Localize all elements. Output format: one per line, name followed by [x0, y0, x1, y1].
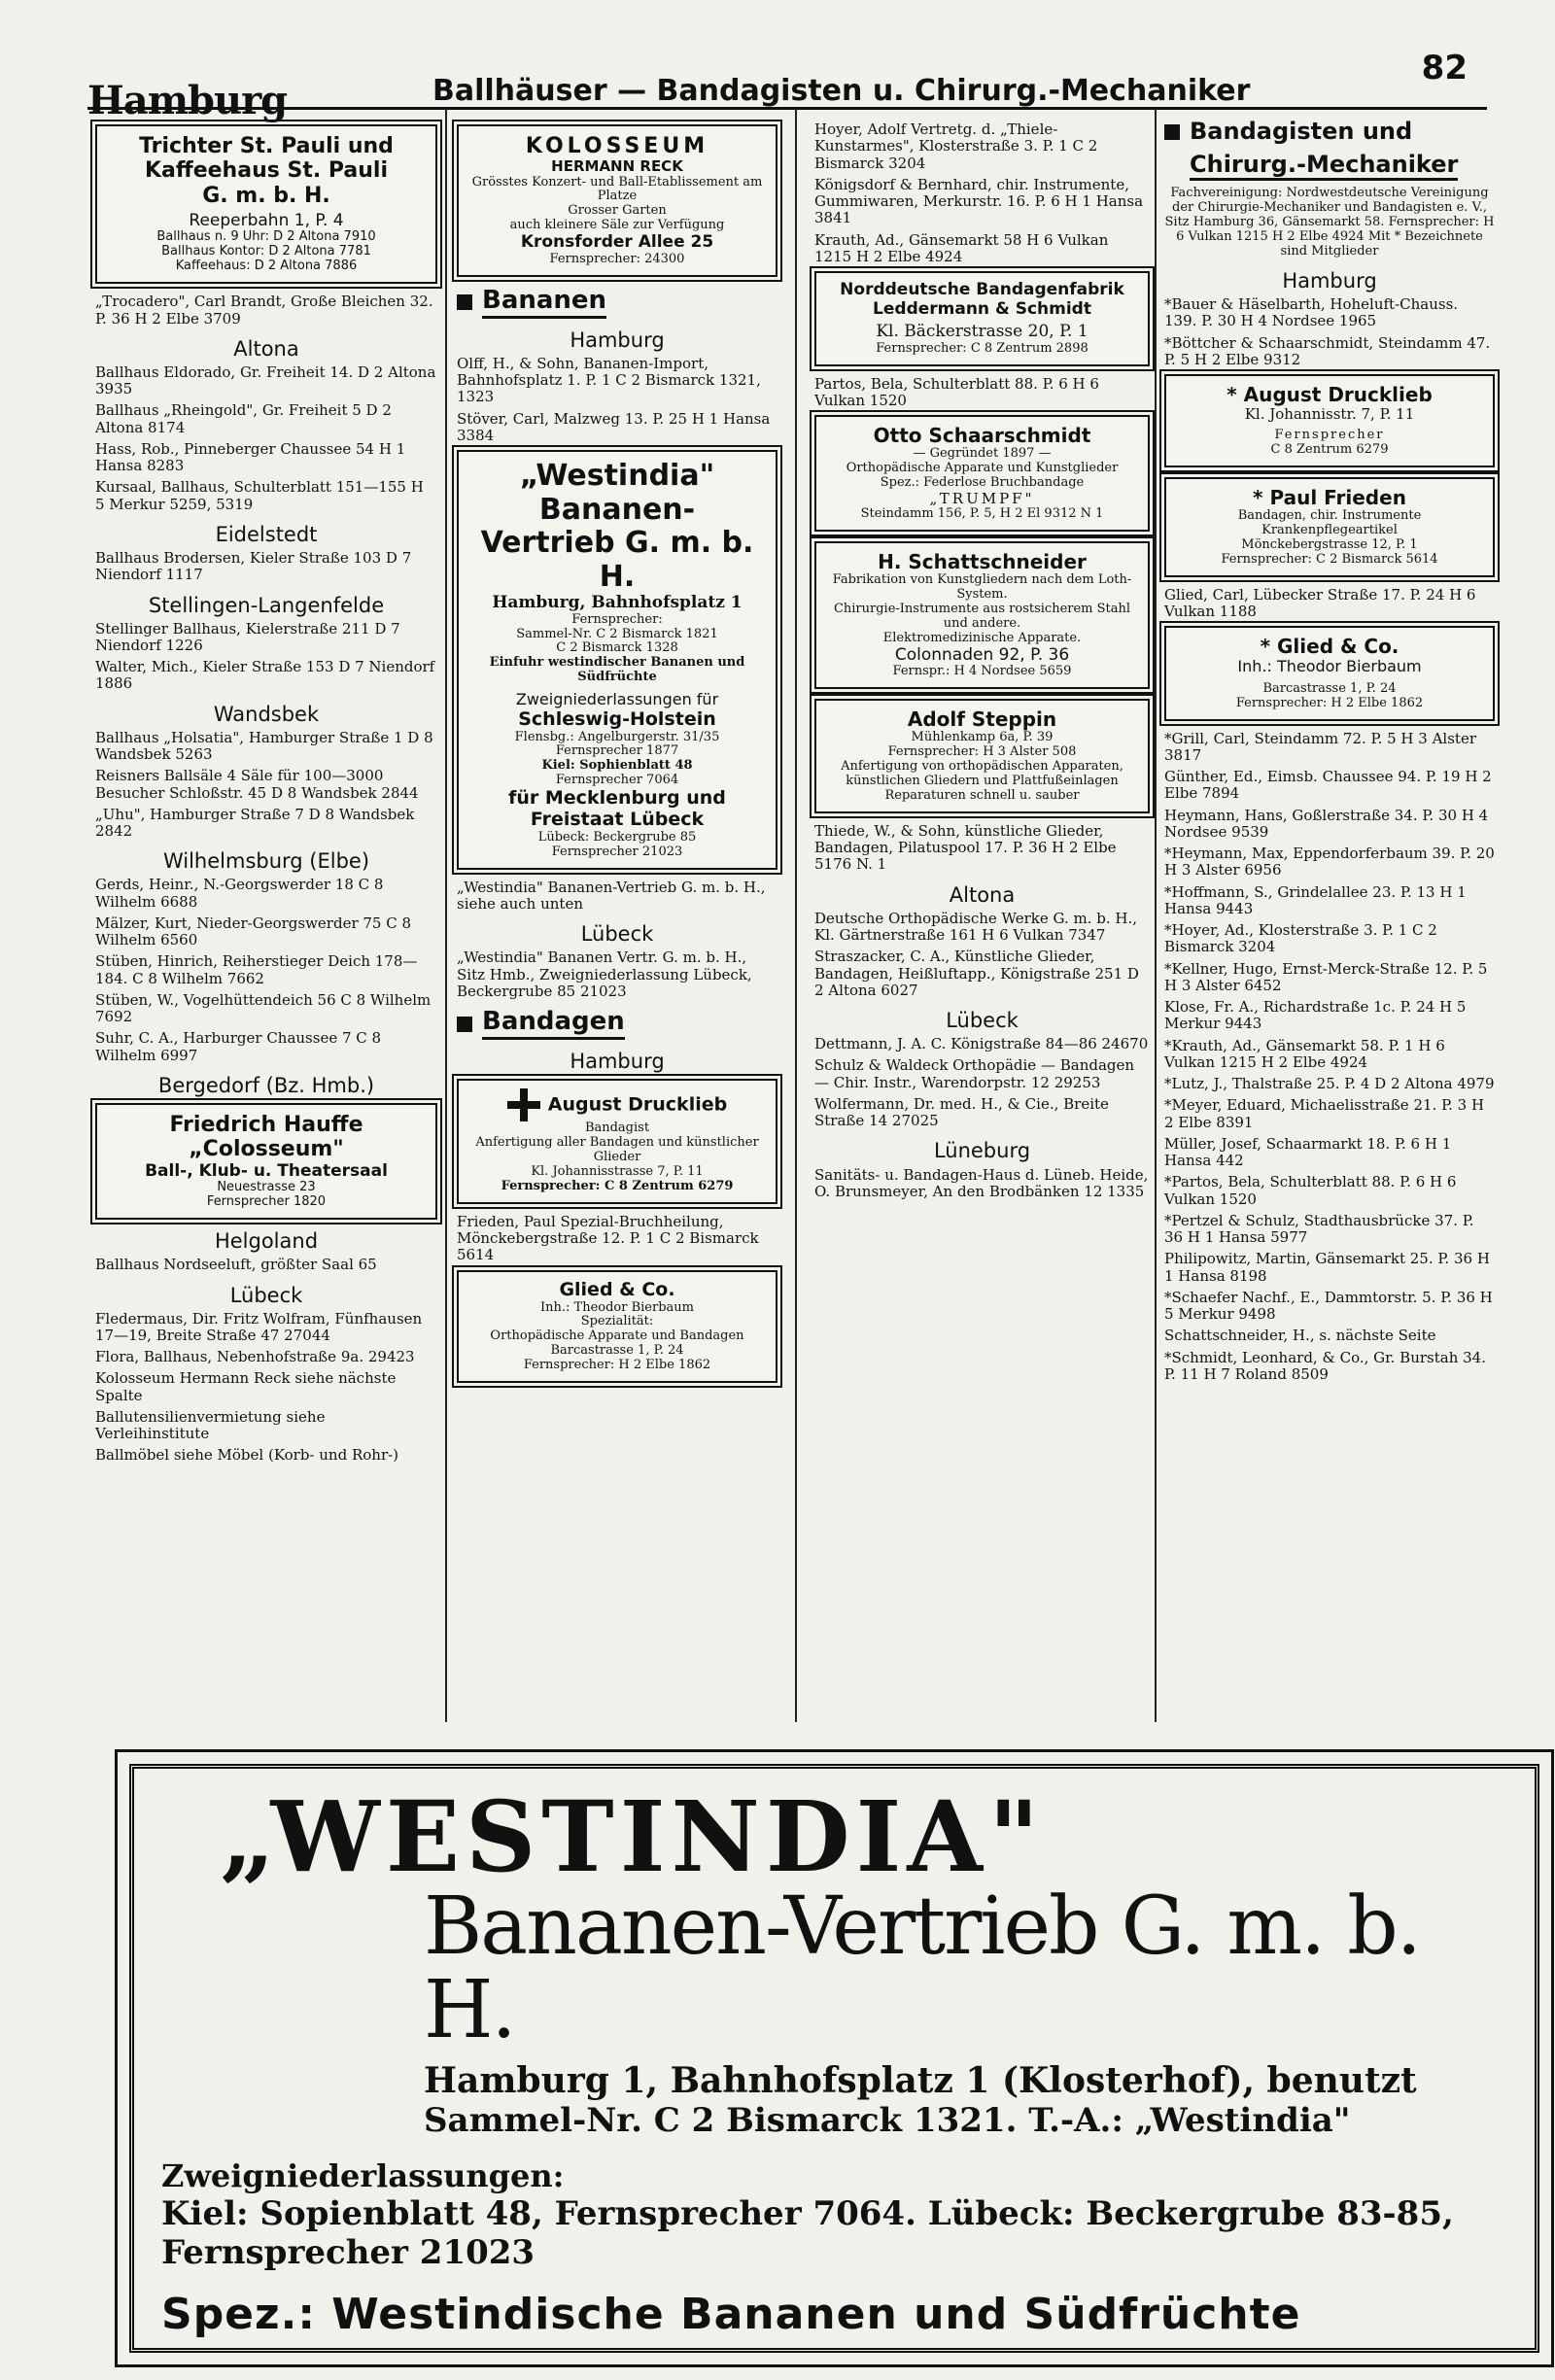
ad-box-westindia: [457, 450, 778, 870]
entry: Partos, Bela, Schulterblatt 88. P. 6 H 6 Vulkan 1520: [814, 374, 1099, 409]
entry: Kolosseum Hermann Reck siehe nächste Spalte: [95, 1369, 397, 1404]
city-heading: Lübeck: [229, 1283, 303, 1307]
entry: „Uhu", Hamburger Straße 7 D 8 Wandsbek 2842: [95, 805, 415, 841]
ad-line: Inh.: Theodor Bierbaum: [1237, 657, 1422, 676]
ad-line: Spez.: Federlose Bruchbandage: [880, 474, 1085, 490]
entry: *Meyer, Eduard, Michaelisstraße 21. P. 3 H 2 Elbe 8391: [1164, 1096, 1485, 1131]
ad-branches-label: Zweigniederlassungen:: [161, 2157, 565, 2195]
ad-line: „Colosseum": [189, 1137, 344, 1162]
entry: Suhr, C. A., Harburger Chaussee 7 C 8 Wilhelm 6997: [95, 1029, 382, 1064]
ad-line: Friedrich Hauffe: [169, 1113, 363, 1138]
entry: *Partos, Bela, Schulterblatt 88. P. 6 H 6 Vulkan 1520: [1164, 1173, 1457, 1208]
city-heading: Altona: [949, 882, 1016, 907]
ad-line: Fernsprecher: H 3 Alster 508: [887, 744, 1077, 760]
ad-line: Fernsprecher: C 8 Zentrum 6279: [501, 1179, 734, 1194]
ad-line: Ballhaus n. 9 Uhr: D 2 Altona 7910: [156, 229, 376, 245]
entry: Ballhaus „Rheingold", Gr. Freiheit 5 D 2 Altona 8174: [95, 401, 392, 436]
ad-line: Krankenpflegeartikel: [1261, 523, 1398, 538]
ad-line: Fernsprecher: [1274, 428, 1385, 443]
entry: Schulz & Waldeck Orthopädie — Bandagen — Chir. Instr., Warendorpstr. 12 29253: [814, 1056, 1135, 1091]
entry: Königsdorf & Bernhard, chir. Instrumente, Gummiwaren, Merkurstr. 16. P. 6 H 1 Hansa 3841: [814, 175, 1144, 227]
ad-line: Lübeck: Beckergrube 85: [537, 829, 697, 845]
ad-line: Reparaturen schnell u. sauber: [884, 788, 1080, 803]
ad-line: Neuestrasse 23: [217, 1180, 316, 1195]
entry: *Hoffmann, S., Grindelallee 23. P. 13 H 1 Hansa 9443: [1164, 882, 1467, 917]
ad-line: Otto Schaarschmidt: [873, 424, 1091, 448]
entry: Ballhaus Eldorado, Gr. Freiheit 14. D 2 Altona 3935: [95, 362, 436, 398]
header-title: Ballhäuser — Bandagisten u. Chirurg.-Mechaniker: [432, 74, 1251, 108]
ad-specialty: Spez.: Westindische Bananen und Südfrüchte: [161, 2290, 1301, 2340]
ad-line: Kl. Johannisstr. 7, P. 11: [1244, 405, 1415, 424]
association-note: Fachvereinigung: Nordwestdeutsche Vereinigung der Chirurgie-Mechaniker und Bandagisten e. V., Sitz Hamburg 36, Gänsemarkt 58. Fernsprecher: H 6 Vulkan 1215 H 2 Elbe 4924 Mit * Bezeichnete sind Mitglieder: [1164, 186, 1495, 259]
entry: *Schmidt, Leonhard, & Co., Gr. Burstah 34. P. 11 H 7 Roland 8509: [1164, 1348, 1486, 1383]
red-cross-icon: [507, 1088, 540, 1121]
city-heading: Altona: [233, 336, 299, 361]
ad-line: H. Schattschneider: [878, 550, 1087, 574]
ad-box-glied: [457, 1270, 778, 1384]
ad-line: Fernsprecher: 24300: [549, 251, 685, 266]
entry: Dettmann, J. A. C. Königstraße 84—86 24670: [814, 1035, 1149, 1053]
entry: Wolfermann, Dr. med. H., & Cie., Breite Straße 14 27025: [814, 1094, 1109, 1130]
column-2: [457, 119, 778, 1393]
city-heading: Stellingen-Langenfelde: [148, 593, 385, 617]
ad-line: * August Drucklieb: [1227, 383, 1433, 407]
ad-line: Sammel-Nr. C 2 Bismarck 1821: [516, 626, 718, 641]
entry: Hoyer, Adolf Vertretg. d. „Thiele-Kunstarmes", Klosterstraße 3. P. 1 C 2 Bismarck 3204: [814, 121, 1098, 172]
entry: Krauth, Ad., Gänsemarkt 58 H 6 Vulkan 1215 H 2 Elbe 4924: [814, 230, 1109, 265]
square-bullet-icon: [457, 294, 472, 310]
ad-line: Glied & Co.: [559, 1278, 675, 1300]
ad-branches: Kiel: Sopienblatt 48, Fernsprecher 7064. Lübeck: Beckergrube 83-85, Fernsprecher 21023: [161, 2194, 1454, 2273]
ad-line: „Westindia" Bananen-: [519, 459, 715, 527]
ad-line: Kaffeehaus St. Pauli: [145, 158, 388, 184]
ad-line: KOLOSSEUM: [525, 134, 709, 158]
entry: Klose, Fr. A., Richardstraße 1c. P. 24 H 5 Merkur 9443: [1164, 998, 1467, 1033]
ad-line: * Paul Frieden: [1253, 486, 1406, 510]
ad-box-hauffe: [95, 1103, 437, 1220]
entry: Schattschneider, H., s. nächste Seite: [1164, 1327, 1436, 1345]
ad-phone: Sammel-Nr. C 2 Bismarck 1321. T.-A.: „Westindia": [424, 2101, 1351, 2141]
entry: *Pertzel & Schulz, Stadthausbrücke 37. P. 36 H 1 Hansa 5977: [1164, 1211, 1474, 1247]
ad-line: Kronsforder Allee 25: [520, 232, 714, 253]
ad-line: Bandagist: [584, 1121, 650, 1136]
ad-line: Trichter St. Pauli und: [139, 134, 394, 158]
ad-line: Einfuhr westindischer Bananen und Südfrüchte: [489, 655, 745, 685]
ad-line: „TRUMPF": [929, 489, 1035, 507]
entry: *Böttcher & Schaarschmidt, Steindamm 47. P. 5 H 2 Elbe 9312: [1164, 333, 1491, 368]
ad-line: Kl. Bäckerstrasse 20, P. 1: [876, 322, 1088, 342]
entry: Glied, Carl, Lübecker Straße 17. P. 24 H 6 Vulkan 1188: [1164, 585, 1476, 621]
ad-line: — Gegründet 1897 —: [913, 446, 1052, 462]
ad-box-glied-2: [1164, 626, 1495, 720]
ad-box-steppin: [814, 699, 1150, 813]
ad-line: Vertrieb G. m. b. H.: [480, 526, 754, 594]
ad-line: Fernsprecher 1820: [206, 1194, 327, 1210]
ad-line: Fernsprecher 7064: [555, 773, 679, 788]
ad-line: Kl. Johannisstrasse 7, P. 11: [531, 1164, 704, 1180]
ad-box-schaarschmidt: [814, 415, 1150, 532]
entry: Frieden, Paul Spezial-Bruchheilung, Mönckebergstraße 12. P. 1 C 2 Bismarck 5614: [457, 1212, 759, 1264]
ad-line: Colonnaden 92, P. 36: [894, 644, 1070, 665]
ad-line: für Mecklenburg und Freistaat Lübeck: [508, 787, 726, 831]
entry: Thiede, W., & Sohn, künstliche Glieder, Bandagen, Pilatuspool 17. P. 36 H 2 Elbe 5176 N. 1: [814, 821, 1117, 874]
entry: Walter, Mich., Kieler Straße 153 D 7 Niendorf 1886: [95, 658, 435, 693]
entry: Philipowitz, Martin, Gänsemarkt 25. P. 36 H 1 Hansa 8198: [1164, 1250, 1490, 1285]
header-city: Hamburg: [87, 78, 288, 123]
ad-line: Fernspr.: H 4 Nordsee 5659: [892, 664, 1072, 679]
ad-brand: „WESTINDIA": [220, 1779, 1046, 1894]
column-1: [95, 119, 437, 1469]
ad-line: Barcastrasse 1, P. 24: [1262, 680, 1397, 696]
column-divider: [1155, 109, 1157, 1722]
ad-box-frieden: [1164, 477, 1495, 577]
square-bullet-icon: [1164, 124, 1180, 140]
section-heading-bananen: Bananen: [457, 287, 778, 319]
square-bullet-icon: [457, 1017, 472, 1032]
entry: *Krauth, Ad., Gänsemarkt 58. P. 1 H 6 Vulkan 1215 H 2 Elbe 4924: [1164, 1036, 1445, 1071]
ad-line: HERMANN RECK: [551, 157, 683, 176]
ad-line: C 2 Bismarck 1328: [556, 640, 678, 656]
ad-company: Bananen-Vertrieb G. m. b. H.: [424, 1880, 1420, 2057]
entry: *Schaefer Nachf., E., Dammtorstr. 5. P. 36 H 5 Merkur 9498: [1164, 1288, 1493, 1324]
entry: Ballutensilienvermietung siehe Verleihinstitute: [95, 1407, 326, 1443]
entry: Mälzer, Kurt, Nieder-Georgswerder 75 C 8 Wilhelm 6560: [95, 914, 412, 949]
city-heading: Lübeck: [580, 922, 654, 947]
city-heading: Eidelstedt: [215, 522, 318, 546]
entry: Stüben, W., Vogelhüttendeich 56 C 8 Wilhelm 7692: [95, 990, 432, 1026]
ad-line: Reeperbahn 1, P. 4: [189, 210, 344, 230]
column-divider: [795, 109, 797, 1722]
entry: Ballhaus Nordseeluft, größter Saal 65: [95, 1256, 377, 1274]
ad-line: Fernsprecher: H 2 Elbe 1862: [523, 1358, 711, 1373]
entry: Müller, Josef, Schaarmarkt 18. P. 6 H 1 Hansa 442: [1164, 1134, 1452, 1170]
entry: Hass, Rob., Pinneberger Chaussee 54 H 1 Hansa 8283: [95, 439, 406, 475]
ad-box-drucklieb-2: [1164, 374, 1495, 467]
page-header: [87, 39, 1487, 123]
entry: Stüben, Hinrich, Reiherstieger Deich 178—184. C 8 Wilhelm 7662: [95, 952, 418, 987]
ad-line: C 8 Zentrum 6279: [1270, 442, 1389, 458]
entry: Gerds, Heinr., N.-Georgswerder 18 C 8 Wilhelm 6688: [95, 876, 384, 911]
entry: Ballhaus Brodersen, Kieler Straße 103 D 7 Niendorf 1117: [95, 549, 412, 584]
entry: Ballmöbel siehe Möbel (Korb- und Rohr-): [95, 1446, 399, 1465]
section-heading-mechaniker: Chirurg.-Mechaniker: [1164, 152, 1495, 182]
city-heading: Hamburg: [570, 1050, 665, 1074]
ad-box-trichter: [95, 124, 437, 284]
ad-line: Chirurgie-Instrumente aus rostsicherem Stahl und andere.: [833, 601, 1131, 631]
ad-line: Zweigniederlassungen für: [515, 690, 719, 709]
entry: Ballhaus „Holsatia", Hamburger Straße 1 D 8 Wandsbek 5263: [95, 728, 433, 764]
ad-line: Hamburg, Bahnhofsplatz 1: [492, 593, 743, 613]
ad-line: Fernsprecher: H 2 Elbe 1862: [1235, 695, 1424, 710]
city-heading: Helgoland: [214, 1229, 319, 1254]
entry: *Grill, Carl, Steindamm 72. P. 5 H 3 Alster 3817: [1164, 729, 1476, 764]
ad-line: Fernsprecher 1877: [555, 743, 679, 759]
ad-address: Hamburg 1, Bahnhofsplatz 1 (Klosterhof), benutzt: [424, 2060, 1417, 2102]
ad-line: Anfertigung von orthopädischen Apparaten, künstlichen Gliedern und Plattfußeinlagen: [841, 759, 1123, 789]
ad-line: Mühlenkamp 6a, P. 39: [911, 730, 1054, 745]
westindia-advertisement: [115, 1749, 1554, 2367]
ad-line: Schleswig-Holstein: [518, 707, 716, 730]
ad-line: Leddermann & Schmidt: [873, 298, 1091, 319]
section-heading-bandagisten: Bandagisten und: [1164, 119, 1495, 146]
ad-line: auch kleinere Säle zur Verfügung: [509, 218, 725, 233]
entry: Flora, Ballhaus, Nebenhofstraße 9a. 29423: [95, 1348, 415, 1366]
ad-line: Kiel: Sophienblatt 48: [541, 758, 693, 774]
ad-line: Fernsprecher 21023: [551, 844, 683, 859]
entry: Heymann, Hans, Goßlerstraße 34. P. 30 H 4 Nordsee 9539: [1164, 806, 1489, 841]
entry: „Westindia" Bananen-Vertrieb G. m. b. H., siehe auch unten: [457, 878, 766, 914]
ad-line: Inh.: Theodor Bierbaum: [540, 1299, 694, 1315]
ad-line: Fernsprecher:: [571, 611, 663, 627]
entry: *Heymann, Max, Eppendorferbaum 39. P. 20 H 3 Alster 6956: [1164, 845, 1495, 880]
entry: *Bauer & Häselbarth, Hoheluft-Chauss. 139. P. 30 H 4 Nordsee 1965: [1164, 295, 1459, 330]
entry: Olff, H., & Sohn, Bananen-Import, Bahnhofsplatz 1. P. 1 C 2 Bismarck 1321, 1323: [457, 354, 761, 406]
entry: Straszacker, C. A., Künstliche Glieder, Bandagen, Heißluftapp., Königstraße 251 D 2 Altona 6027: [814, 948, 1139, 999]
section-heading-bandagen: Bandagen: [457, 1008, 778, 1040]
ad-line: Kaffeehaus: D 2 Altona 7886: [175, 259, 358, 274]
ad-box-schattschneider: [814, 541, 1150, 689]
ad-line: * Glied & Co.: [1260, 635, 1400, 659]
ad-line: Norddeutsche Bandagenfabrik: [840, 280, 1124, 299]
ad-line: Barcastrasse 1, P. 24: [550, 1343, 684, 1359]
ad-line: Ball-, Klub- u. Theatersaal: [145, 1160, 388, 1181]
ad-line: Orthopädische Apparate und Bandagen: [490, 1328, 744, 1344]
city-heading: Hamburg: [570, 328, 665, 352]
entry: Kursaal, Ballhaus, Schulterblatt 151—155 H 5 Merkur 5259, 5319: [95, 478, 424, 513]
entry: *Hoyer, Ad., Klosterstraße 3. P. 1 C 2 Bismarck 3204: [1164, 921, 1437, 956]
ad-line: G. m. b. H.: [202, 183, 330, 208]
ad-line: Mönckebergstrasse 12, P. 1: [1241, 537, 1418, 553]
entry: Stellinger Ballhaus, Kielerstraße 211 D 7 Niendorf 1226: [95, 619, 400, 654]
ad-line: Fernsprecher: C 8 Zentrum 2898: [876, 340, 1088, 356]
ad-line: Grösstes Konzert- und Ball-Etablissement am Platze: [471, 174, 763, 204]
city-heading: Lübeck: [946, 1009, 1019, 1033]
ad-line: Elektromedizinische Apparate.: [882, 630, 1082, 645]
ad-line: Orthopädische Apparate und Kunstglieder: [846, 461, 1119, 476]
entry: Fledermaus, Dir. Fritz Wolfram, Fünfhausen 17—19, Breite Straße 47 27044: [95, 1309, 423, 1344]
city-heading: Lüneburg: [933, 1139, 1031, 1163]
ad-box-norddeutsche: [814, 271, 1150, 366]
ad-line: Grosser Garten: [568, 203, 667, 219]
ad-line: Adolf Steppin: [907, 707, 1057, 732]
column-divider: [445, 109, 447, 1722]
ad-line: Fabrikation von Kunstgliedern nach dem Loth-System.: [832, 572, 1132, 603]
ad-line: Fernsprecher: C 2 Bismarck 5614: [1221, 551, 1438, 567]
ad-line: Ballhaus Kontor: D 2 Altona 7781: [161, 244, 371, 259]
ad-box-drucklieb: August Drucklieb Bandagist Anfertigung aller Bandagen und künstlicher Glieder Kl. Johannisstrasse 7, P. 11 Fernsprecher: C 8 Zentrum 6279: [457, 1079, 778, 1204]
entry: „Trocadero", Carl Brandt, Große Bleichen 32. P. 36 H 2 Elbe 3709: [95, 293, 433, 328]
page-number: 82: [1421, 49, 1468, 87]
city-heading: Hamburg: [1282, 268, 1377, 293]
entry: *Kellner, Hugo, Ernst-Merck-Straße 12. P. 5 H 3 Alster 6452: [1164, 959, 1488, 994]
column-3: [814, 119, 1150, 1205]
entry: „Westindia" Bananen Vertr. G. m. b. H., Sitz Hmb., Zweigniederlassung Lübeck, Beckergrube 85 21023: [457, 949, 752, 1000]
city-heading: Wandsbek: [213, 702, 320, 726]
ad-box-kolosseum: [457, 124, 778, 277]
ad-line: Steindamm 156, P. 5, H 2 El 9312 N 1: [860, 506, 1104, 522]
ad-line: Spezialität:: [580, 1314, 654, 1329]
city-heading: Bergedorf (Bz. Hmb.): [157, 1073, 375, 1097]
ad-line: Anfertigung aller Bandagen und künstlicher Glieder: [475, 1135, 759, 1165]
ad-line: Bandagen, chir. Instrumente: [1237, 508, 1422, 524]
entry: *Lutz, J., Thalstraße 25. P. 4 D 2 Altona 4979: [1164, 1075, 1495, 1093]
ad-line: Flensbg.: Angelburgerstr. 31/35: [514, 729, 720, 744]
entry: Stöver, Carl, Malzweg 13. P. 25 H 1 Hansa 3384: [457, 409, 771, 444]
entry: Deutsche Orthopädische Werke G. m. b. H., Kl. Gärtnerstraße 161 H 6 Vulkan 7347: [814, 909, 1138, 945]
column-4: [1164, 119, 1495, 1388]
entry: Reisners Ballsäle 4 Säle für 100—3000 Besucher Schloßstr. 45 D 8 Wandsbek 2844: [95, 767, 419, 802]
entry: Günther, Ed., Eimsb. Chaussee 94. P. 19 H 2 Elbe 7894: [1164, 768, 1492, 803]
ad-frame: [129, 1764, 1539, 2353]
entry: Sanitäts- u. Bandagen-Haus d. Lüneb. Heide, O. Brunsmeyer, An den Brodbänken 12 1335: [814, 1165, 1149, 1200]
city-heading: Wilhelmsburg (Elbe): [162, 849, 370, 874]
